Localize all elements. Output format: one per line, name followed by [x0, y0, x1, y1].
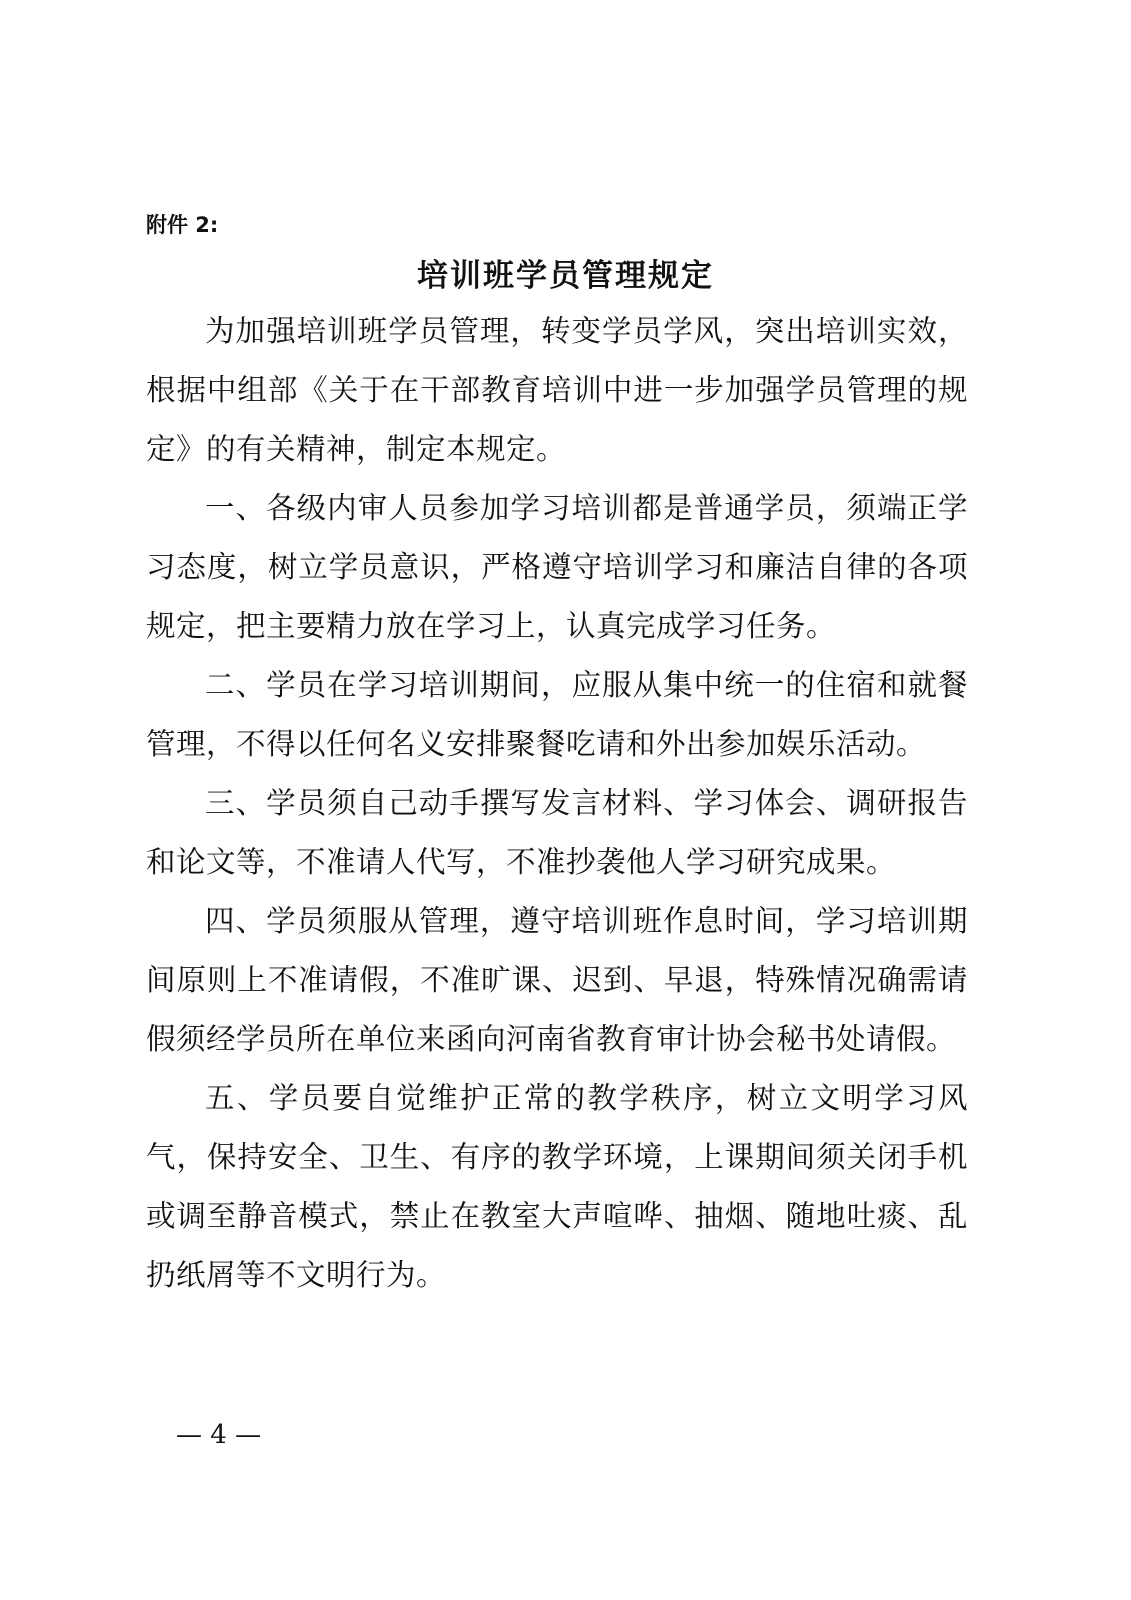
paragraph-intro: 为加强培训班学员管理，转变学员学风，突出培训实效，根据中组部《关于在干部教育培训中进一步加强学员管理的规定》的有关精神，制定本规定。 — [146, 314, 968, 466]
paragraph-rule-3: 三、学员须自己动手撰写发言材料、学习体会、调研报告和论文等，不准请人代写，不准抄袭他人学习研究成果。 — [146, 786, 968, 879]
attachment-label: 附件 2: — [146, 213, 219, 237]
paragraph-rule-1: 一、各级内审人员参加学习培训都是普通学员，须端正学习态度，树立学员意识，严格遵守培训学习和廉洁自律的各项规定，把主要精力放在学习上，认真完成学习任务。 — [146, 491, 968, 643]
paragraph-rule-4: 四、学员须服从管理，遵守培训班作息时间，学习培训期间原则上不准请假，不准旷课、迟到、早退，特殊情况确需请假须经学员所在单位来函向河南省教育审计协会秘书处请假。 — [146, 904, 968, 1056]
document-title: 培训班学员管理规定 — [417, 258, 714, 294]
page-number: — 4 — — [176, 1420, 262, 1450]
paragraph-rule-5: 五、学员要自觉维护正常的教学秩序，树立文明学习风气，保持安全、卫生、有序的教学环境，上课期间须关闭手机或调至静音模式，禁止在教室大声喧哗、抽烟、随地吐痰、乱扔纸屑等不文明行为。 — [146, 1081, 968, 1292]
paragraph-rule-2: 二、学员在学习培训期间，应服从集中统一的住宿和就餐管理，不得以任何名义安排聚餐吃请和外出参加娱乐活动。 — [146, 668, 968, 761]
document-body — [146, 302, 968, 1305]
